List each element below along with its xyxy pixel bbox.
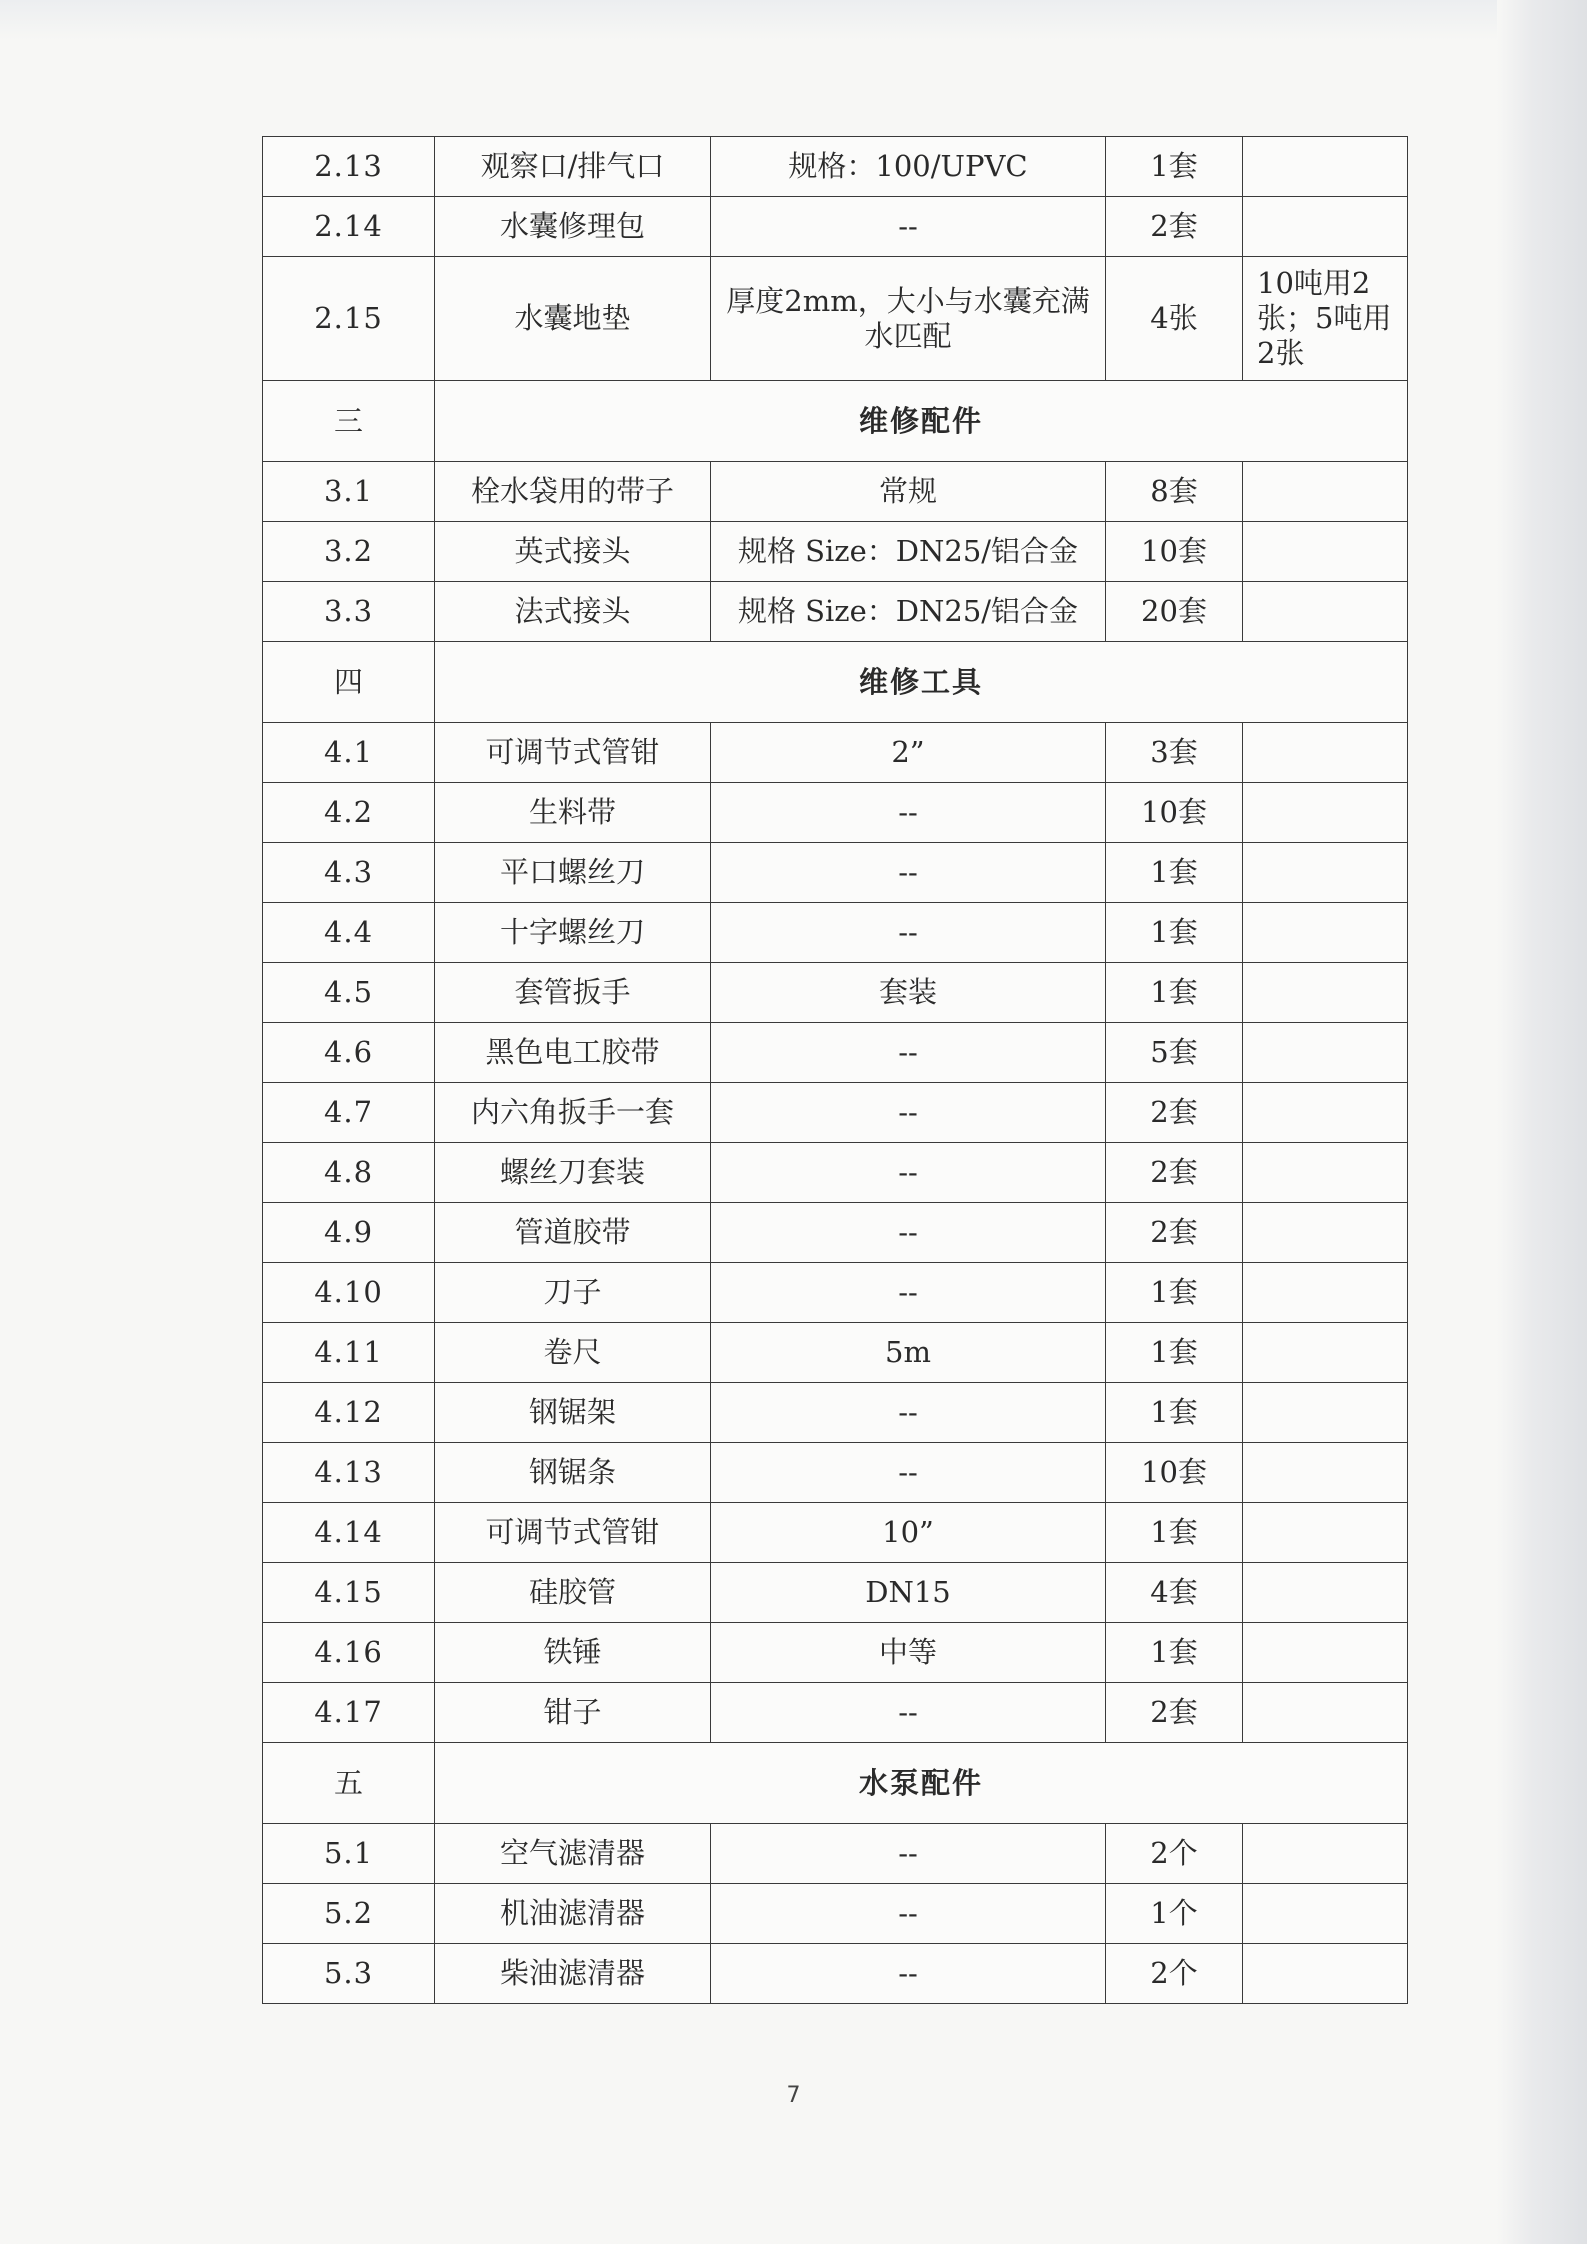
item-quantity: 1套: [1106, 1323, 1243, 1383]
table-row: [263, 1503, 1408, 1563]
item-quantity: 1套: [1106, 1623, 1243, 1683]
item-quantity: 10套: [1106, 522, 1243, 582]
table-row: [263, 1443, 1408, 1503]
table-row: [263, 1143, 1408, 1203]
section-number: 三: [263, 381, 435, 462]
item-number: 2.14: [263, 197, 435, 257]
item-spec: --: [711, 1143, 1106, 1203]
item-number: 4.10: [263, 1263, 435, 1323]
item-spec: 规格 Size：DN25/铝合金: [711, 522, 1106, 582]
table-row: [263, 1023, 1408, 1083]
item-quantity: 1套: [1106, 963, 1243, 1023]
item-name: 水囊修理包: [435, 197, 711, 257]
item-note: [1243, 582, 1408, 642]
item-name: 空气滤清器: [435, 1824, 711, 1884]
item-name: 观察口/排气口: [435, 137, 711, 197]
item-note: [1243, 1203, 1408, 1263]
item-name: 钢锯架: [435, 1383, 711, 1443]
item-name: 生料带: [435, 783, 711, 843]
item-name: 可调节式管钳: [435, 1503, 711, 1563]
item-note: [1243, 1824, 1408, 1884]
item-quantity: 1套: [1106, 903, 1243, 963]
table-row: [263, 197, 1408, 257]
item-note: [1243, 1563, 1408, 1623]
table-row: [263, 1944, 1408, 2004]
item-name: 法式接头: [435, 582, 711, 642]
item-number: 4.4: [263, 903, 435, 963]
item-spec: 5m: [711, 1323, 1106, 1383]
item-spec: 规格 Size：DN25/铝合金: [711, 582, 1106, 642]
table-row: [263, 1083, 1408, 1143]
item-number: 4.7: [263, 1083, 435, 1143]
item-quantity: 4张: [1106, 257, 1243, 381]
item-quantity: 2套: [1106, 1203, 1243, 1263]
item-name: 平口螺丝刀: [435, 843, 711, 903]
item-spec: --: [711, 1023, 1106, 1083]
item-note: [1243, 1323, 1408, 1383]
item-name: 钳子: [435, 1683, 711, 1743]
table-row: [263, 843, 1408, 903]
item-name: 柴油滤清器: [435, 1944, 711, 2004]
item-name: 卷尺: [435, 1323, 711, 1383]
table-row: [263, 963, 1408, 1023]
item-name: 可调节式管钳: [435, 723, 711, 783]
table-row: [263, 783, 1408, 843]
table-row: [263, 1263, 1408, 1323]
section-header-row: [263, 642, 1408, 723]
item-note: [1243, 1023, 1408, 1083]
item-quantity: 1个: [1106, 1884, 1243, 1944]
item-note: [1243, 1083, 1408, 1143]
item-number: 2.13: [263, 137, 435, 197]
item-spec: --: [711, 1083, 1106, 1143]
item-name: 内六角扳手一套: [435, 1083, 711, 1143]
item-quantity: 2套: [1106, 1143, 1243, 1203]
item-name: 硅胶管: [435, 1563, 711, 1623]
table-row: [263, 1383, 1408, 1443]
item-spec: --: [711, 1263, 1106, 1323]
section-number: 四: [263, 642, 435, 723]
item-note: [1243, 1944, 1408, 2004]
item-number: 3.3: [263, 582, 435, 642]
item-quantity: 4套: [1106, 1563, 1243, 1623]
item-spec: --: [711, 1443, 1106, 1503]
item-number: 4.9: [263, 1203, 435, 1263]
item-number: 4.5: [263, 963, 435, 1023]
table-row: [263, 1884, 1408, 1944]
item-spec: --: [711, 197, 1106, 257]
item-note: [1243, 1443, 1408, 1503]
item-quantity: 2套: [1106, 1083, 1243, 1143]
item-spec: 套装: [711, 963, 1106, 1023]
item-quantity: 2个: [1106, 1824, 1243, 1884]
item-name: 英式接头: [435, 522, 711, 582]
item-spec: --: [711, 783, 1106, 843]
item-quantity: 2套: [1106, 1683, 1243, 1743]
item-name: 螺丝刀套装: [435, 1143, 711, 1203]
item-number: 4.15: [263, 1563, 435, 1623]
table-row: [263, 522, 1408, 582]
item-quantity: 2套: [1106, 197, 1243, 257]
item-note: [1243, 1503, 1408, 1563]
item-spec: 厚度2mm，大小与水囊充满水匹配: [711, 257, 1106, 381]
section-header-row: [263, 381, 1408, 462]
item-note: [1243, 137, 1408, 197]
item-quantity: 1套: [1106, 137, 1243, 197]
item-spec: --: [711, 843, 1106, 903]
item-quantity: 1套: [1106, 1263, 1243, 1323]
item-quantity: 5套: [1106, 1023, 1243, 1083]
table-row: [263, 1623, 1408, 1683]
inventory-table: [262, 136, 1408, 2004]
section-title: 维修配件: [435, 381, 1408, 462]
item-name: 钢锯条: [435, 1443, 711, 1503]
scan-edge-shadow: [1497, 0, 1587, 2244]
item-number: 4.14: [263, 1503, 435, 1563]
item-note: [1243, 903, 1408, 963]
table-row: [263, 1323, 1408, 1383]
item-number: 4.2: [263, 783, 435, 843]
item-note: [1243, 723, 1408, 783]
item-number: 5.3: [263, 1944, 435, 2004]
table-row: [263, 257, 1408, 381]
section-header-row: [263, 1743, 1408, 1824]
item-note: 10吨用2张；5吨用2张: [1243, 257, 1408, 381]
item-note: [1243, 1383, 1408, 1443]
table-row: [263, 137, 1408, 197]
item-number: 5.1: [263, 1824, 435, 1884]
item-note: [1243, 1263, 1408, 1323]
table-row: [263, 903, 1408, 963]
item-quantity: 10套: [1106, 783, 1243, 843]
item-spec: --: [711, 1884, 1106, 1944]
item-number: 4.13: [263, 1443, 435, 1503]
item-name: 铁锤: [435, 1623, 711, 1683]
item-number: 4.8: [263, 1143, 435, 1203]
item-number: 5.2: [263, 1884, 435, 1944]
section-number: 五: [263, 1743, 435, 1824]
item-number: 4.12: [263, 1383, 435, 1443]
item-spec: 2”: [711, 723, 1106, 783]
item-spec: --: [711, 903, 1106, 963]
item-note: [1243, 1143, 1408, 1203]
item-spec: --: [711, 1683, 1106, 1743]
section-title: 水泵配件: [435, 1743, 1408, 1824]
item-quantity: 1套: [1106, 1503, 1243, 1563]
item-note: [1243, 197, 1408, 257]
item-name: 水囊地垫: [435, 257, 711, 381]
table-row: [263, 1203, 1408, 1263]
item-number: 4.11: [263, 1323, 435, 1383]
table-row: [263, 1563, 1408, 1623]
item-quantity: 1套: [1106, 843, 1243, 903]
item-number: 2.15: [263, 257, 435, 381]
item-note: [1243, 1623, 1408, 1683]
item-note: [1243, 783, 1408, 843]
item-note: [1243, 1884, 1408, 1944]
item-name: 机油滤清器: [435, 1884, 711, 1944]
item-number: 4.17: [263, 1683, 435, 1743]
item-note: [1243, 522, 1408, 582]
item-note: [1243, 1683, 1408, 1743]
item-quantity: 20套: [1106, 582, 1243, 642]
scan-top-shadow: [0, 0, 1587, 40]
item-spec: --: [711, 1944, 1106, 2004]
table-row: [263, 1824, 1408, 1884]
item-name: 管道胶带: [435, 1203, 711, 1263]
item-name: 黑色电工胶带: [435, 1023, 711, 1083]
item-number: 3.1: [263, 462, 435, 522]
item-note: [1243, 462, 1408, 522]
item-spec: DN15: [711, 1563, 1106, 1623]
page-number: 7: [786, 2083, 801, 2108]
item-note: [1243, 843, 1408, 903]
item-spec: 常规: [711, 462, 1106, 522]
table-row: [263, 1683, 1408, 1743]
item-number: 4.1: [263, 723, 435, 783]
item-name: 套管扳手: [435, 963, 711, 1023]
item-number: 4.16: [263, 1623, 435, 1683]
item-name: 栓水袋用的带子: [435, 462, 711, 522]
item-number: 3.2: [263, 522, 435, 582]
item-number: 4.3: [263, 843, 435, 903]
section-title: 维修工具: [435, 642, 1408, 723]
item-quantity: 8套: [1106, 462, 1243, 522]
item-quantity: 3套: [1106, 723, 1243, 783]
item-quantity: 1套: [1106, 1383, 1243, 1443]
item-spec: 10”: [711, 1503, 1106, 1563]
item-spec: --: [711, 1383, 1106, 1443]
item-quantity: 2个: [1106, 1944, 1243, 2004]
item-note: [1243, 963, 1408, 1023]
item-spec: --: [711, 1203, 1106, 1263]
item-name: 十字螺丝刀: [435, 903, 711, 963]
item-spec: --: [711, 1824, 1106, 1884]
table-row: [263, 723, 1408, 783]
table-row: [263, 582, 1408, 642]
item-spec: 规格：100/UPVC: [711, 137, 1106, 197]
item-quantity: 10套: [1106, 1443, 1243, 1503]
table-row: [263, 462, 1408, 522]
item-spec: 中等: [711, 1623, 1106, 1683]
item-number: 4.6: [263, 1023, 435, 1083]
item-name: 刀子: [435, 1263, 711, 1323]
